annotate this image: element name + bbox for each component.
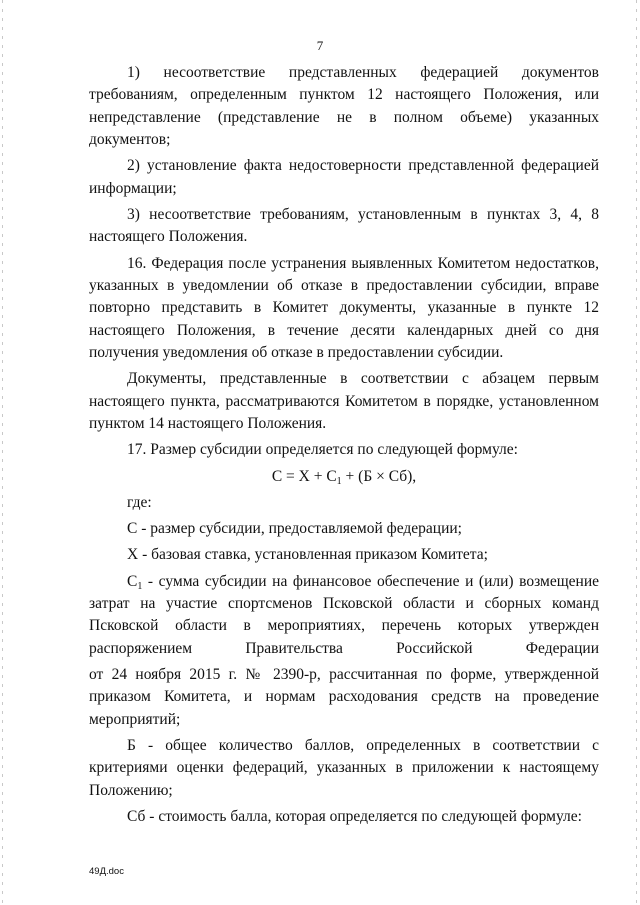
paragraph-17: 17. Размер субсидии определяется по следующей формуле: xyxy=(127,441,518,459)
definition-c: С - размер субсидии, предоставляемой федерации; xyxy=(127,520,462,538)
subsidy-formula xyxy=(89,466,599,488)
scan-edge-right xyxy=(636,0,637,905)
definitions-intro: где: xyxy=(127,493,152,511)
formula-part-left: С = Х + С xyxy=(271,467,337,485)
paragraph-documents: Документы, представленные в соответствии с абзацем первым настоящего пункта, рассматриваются Комитетом в порядке, установленном пунктом 14 настоящего Положения. xyxy=(89,370,599,433)
definition-b: Б - общее количество баллов, определенных в соответствии с критериями оценки федераций, указанных в приложении к настоящему Положению; xyxy=(89,736,599,799)
definition-c1-continued: от 24 ноября 2015 г. № 2390-р, рассчитанная по форме, утвержденной приказом Комитета, и нормам расходования средств на проведение мероприятий; xyxy=(89,665,599,728)
file-name-footer: 49Д.doc xyxy=(89,866,124,877)
definition-c1-subscript: 1 xyxy=(137,580,143,592)
paragraph-item-2: 2) установление факта недостоверности представленной федерацией информации; xyxy=(89,157,599,197)
formula-subscript: 1 xyxy=(336,475,342,487)
definition-c1-symbol: С xyxy=(127,572,138,590)
page-number: 7 xyxy=(316,38,324,53)
definition-c1 xyxy=(89,571,599,661)
definition-c1-text: - сумма субсидии на финансовое обеспечение и (или) возмещение затрат на участие спортсменов Псковской области и сборных команд Псковской области в мероприятиях, перечень которых утвержден распоряжением Правительства Российской Федерации xyxy=(89,572,599,657)
definition-sb: Сб - стоимость балла, которая определяется по следующей формуле: xyxy=(127,807,582,825)
definition-x: Х - базовая ставка, установленная приказом Комитета; xyxy=(127,546,488,564)
document-body xyxy=(89,62,599,832)
formula-part-right: + (Б × Сб), xyxy=(341,467,417,485)
paragraph-16: 16. Федерация после устранения выявленных Комитетом недостатков, указанных в уведомлении об отказе в предоставлении субсидии, вправе повторно представить в Комитет документы, указанные в пункте 12 настоящего Положения, в течение десяти календарных дней со дня получения уведомления об отказе в предоставлении субсидии. xyxy=(89,254,599,362)
paragraph-item-3: 3) несоответствие требованиям, установленным в пунктах 3, 4, 8 настоящего Положения. xyxy=(89,206,599,246)
paragraph-item-1: 1) несоответствие представленных федерацией документов требованиям, определенным пунктом 12 настоящего Положения, или непредставление (представление не в полном объеме) указанных документов; xyxy=(89,64,599,149)
scan-edge-left xyxy=(2,0,3,905)
